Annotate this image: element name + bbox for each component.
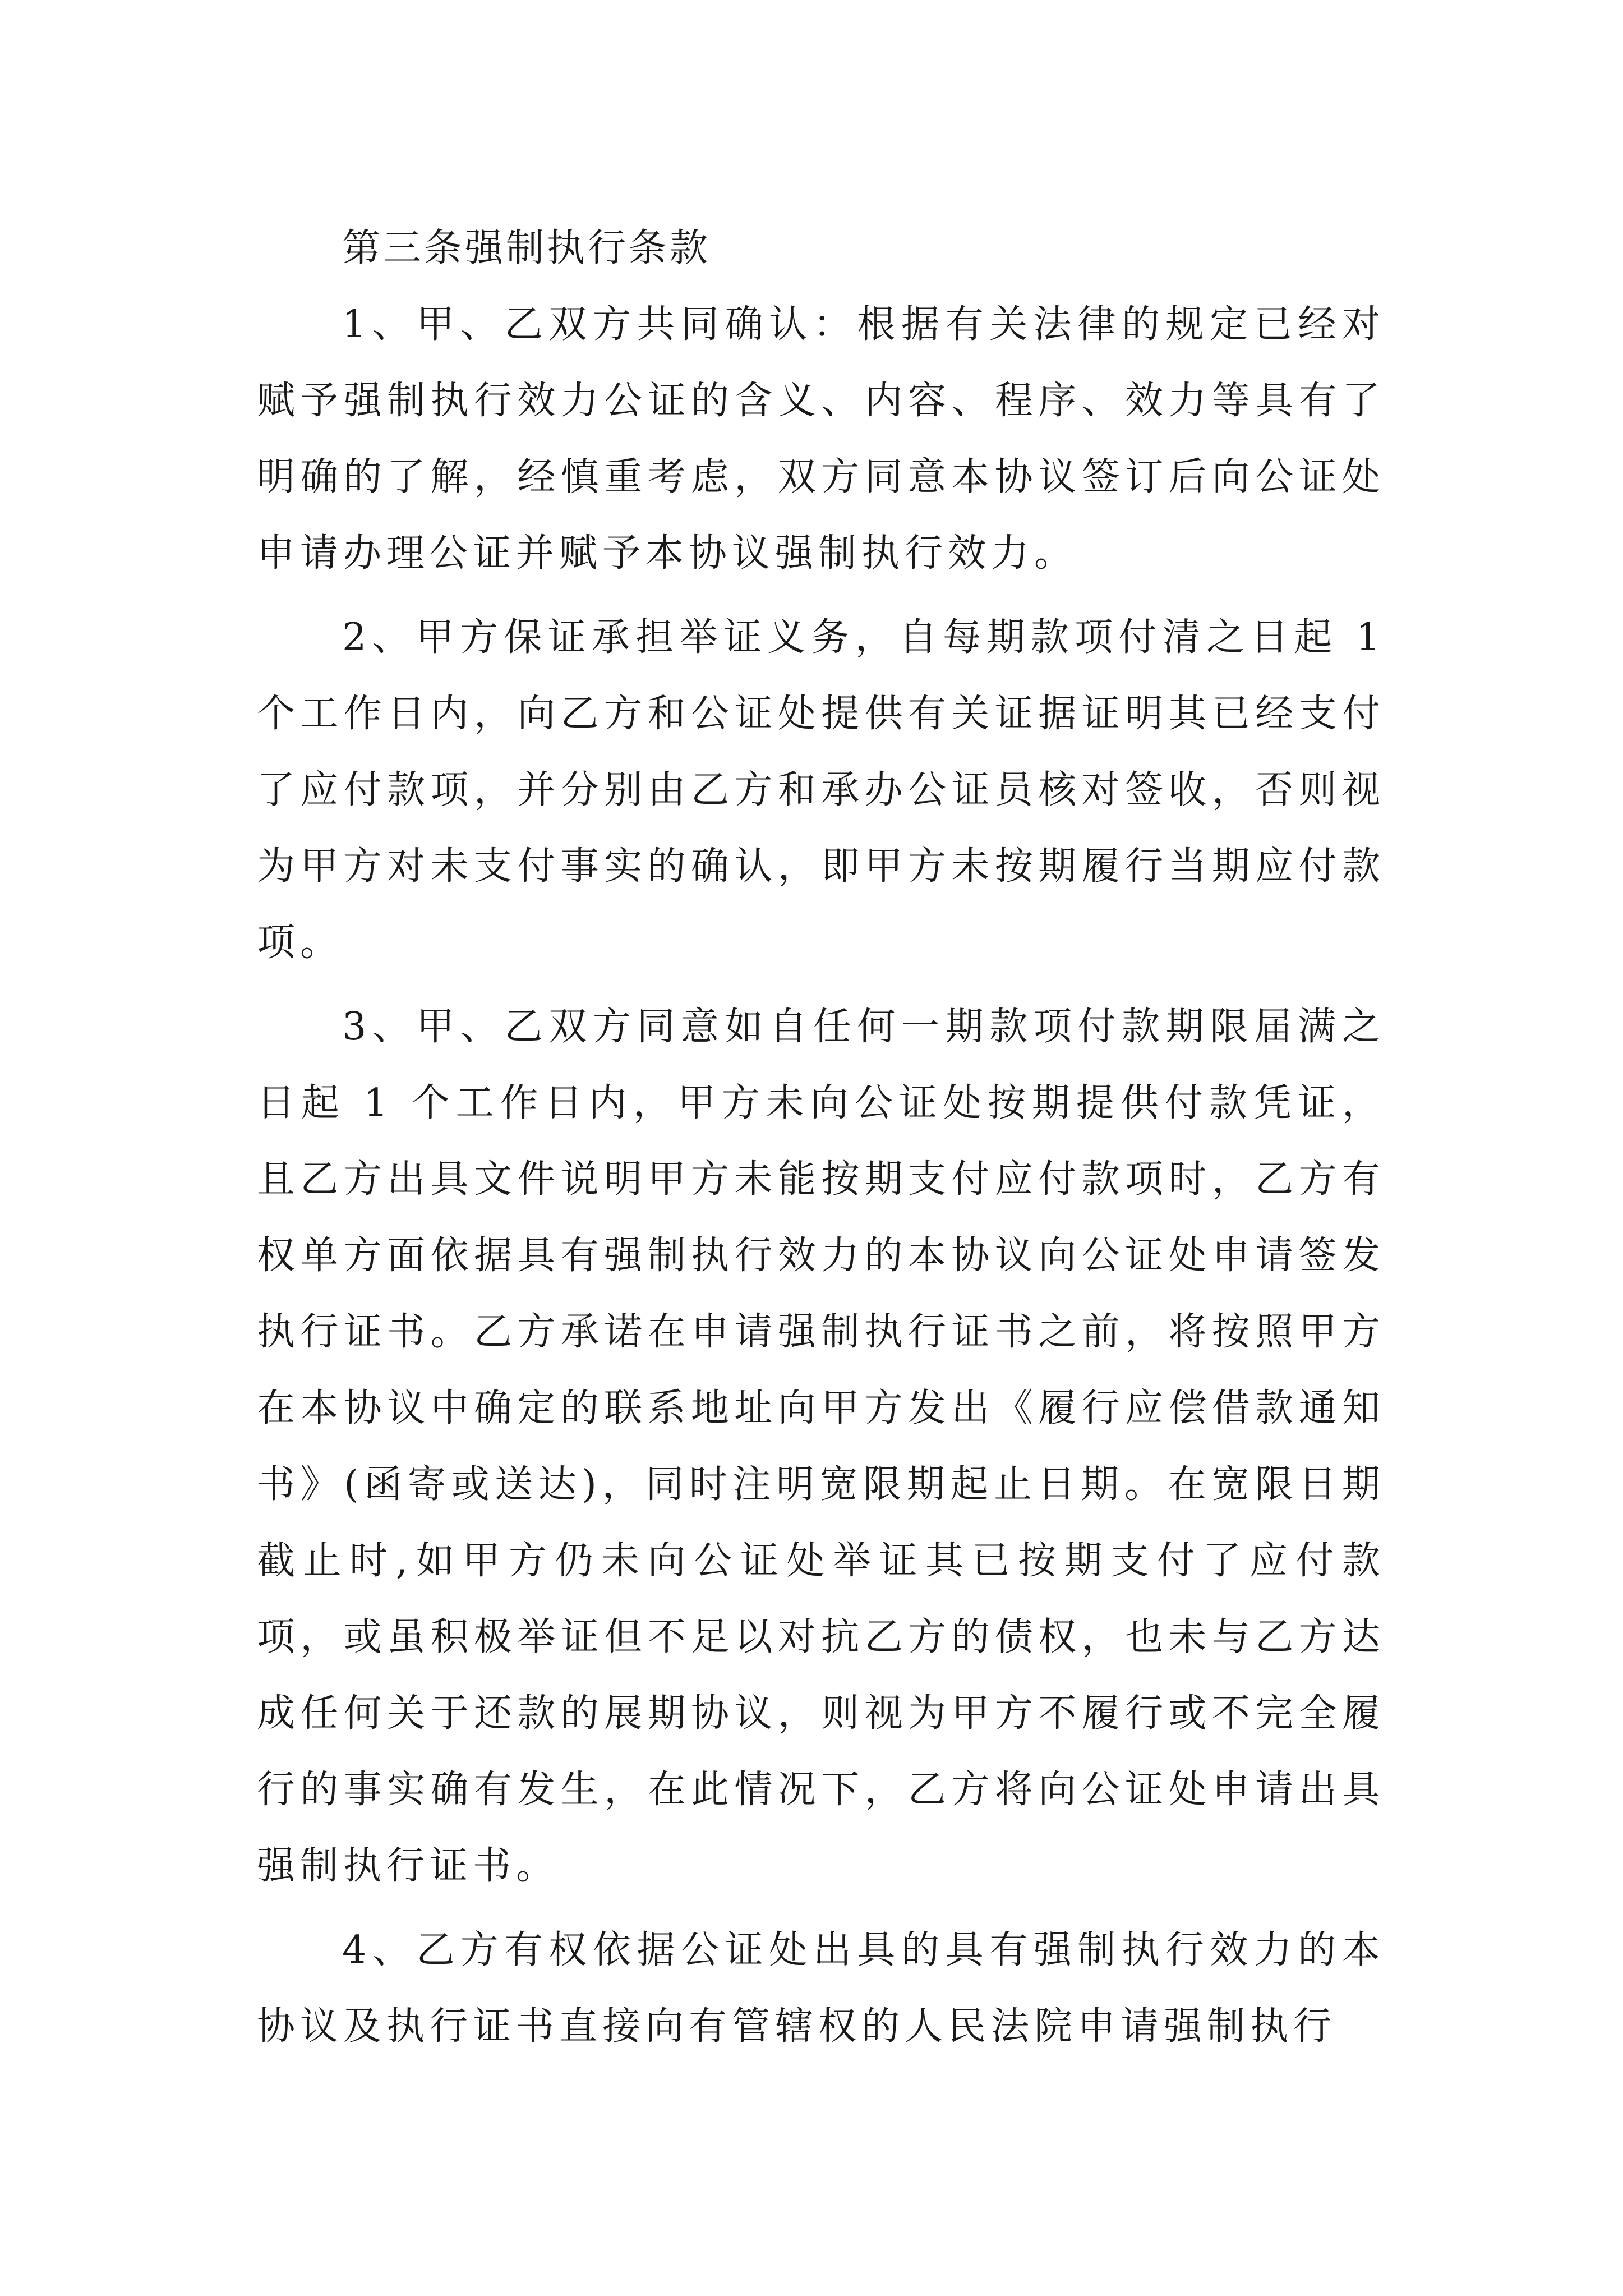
- clause-paragraph-2: 2、甲方保证承担举证义务，自每期款项付清之日起 1 个工作日内，向乙方和公证处提供有关证据证明其已经支付了应付款项，并分别由乙方和承办公证员核对签收，否则视为甲方对未支付事实的确认，即甲方未按期履行当期应付款项。: [257, 615, 1385, 965]
- article-heading: 第三条强制执行条款: [342, 226, 711, 270]
- clause-paragraph-1: 1、甲、乙双方共同确认：根据有关法律的规定已经对赋予强制执行效力公证的含义、内容、程序、效力等具有了明确的了解，经慎重考虑，双方同意本协议签订后向公证处申请办理公证并赋予本协议强制执行效力。: [257, 302, 1385, 576]
- document-body: [257, 210, 1385, 2065]
- clause-paragraph-3: 3、甲、乙双方同意如自任何一期款项付款期限届满之日起 1 个工作日内，甲方未向公证处按期提供付款凭证，且乙方出具文件说明甲方未能按期支付应付款项时，乙方有权单方面依据具有强制执行效力的本协议向公证处申请签发执行证书。乙方承诺在申请强制执行证书之前，将按照甲方在本协议中确定的联系地址向甲方发出《履行应偿借款通知书》(函寄或送达)，同时注明宽限期起止日期。在宽限日期截止时,如甲方仍未向公证处举证其已按期支付了应付款项，或虽积极举证但不足以对抗乙方的债权，也未与乙方达成任何关于还款的展期协议，则视为甲方不履行或不完全履行的事实确有发生，在此情况下，乙方将向公证处申请出具强制执行证书。: [257, 1005, 1385, 1888]
- clause-paragraph-4: 4、乙方有权依据公证处出具的具有强制执行效力的本协议及执行证书直接向有管辖权的人民法院申请强制执行: [257, 1928, 1385, 2049]
